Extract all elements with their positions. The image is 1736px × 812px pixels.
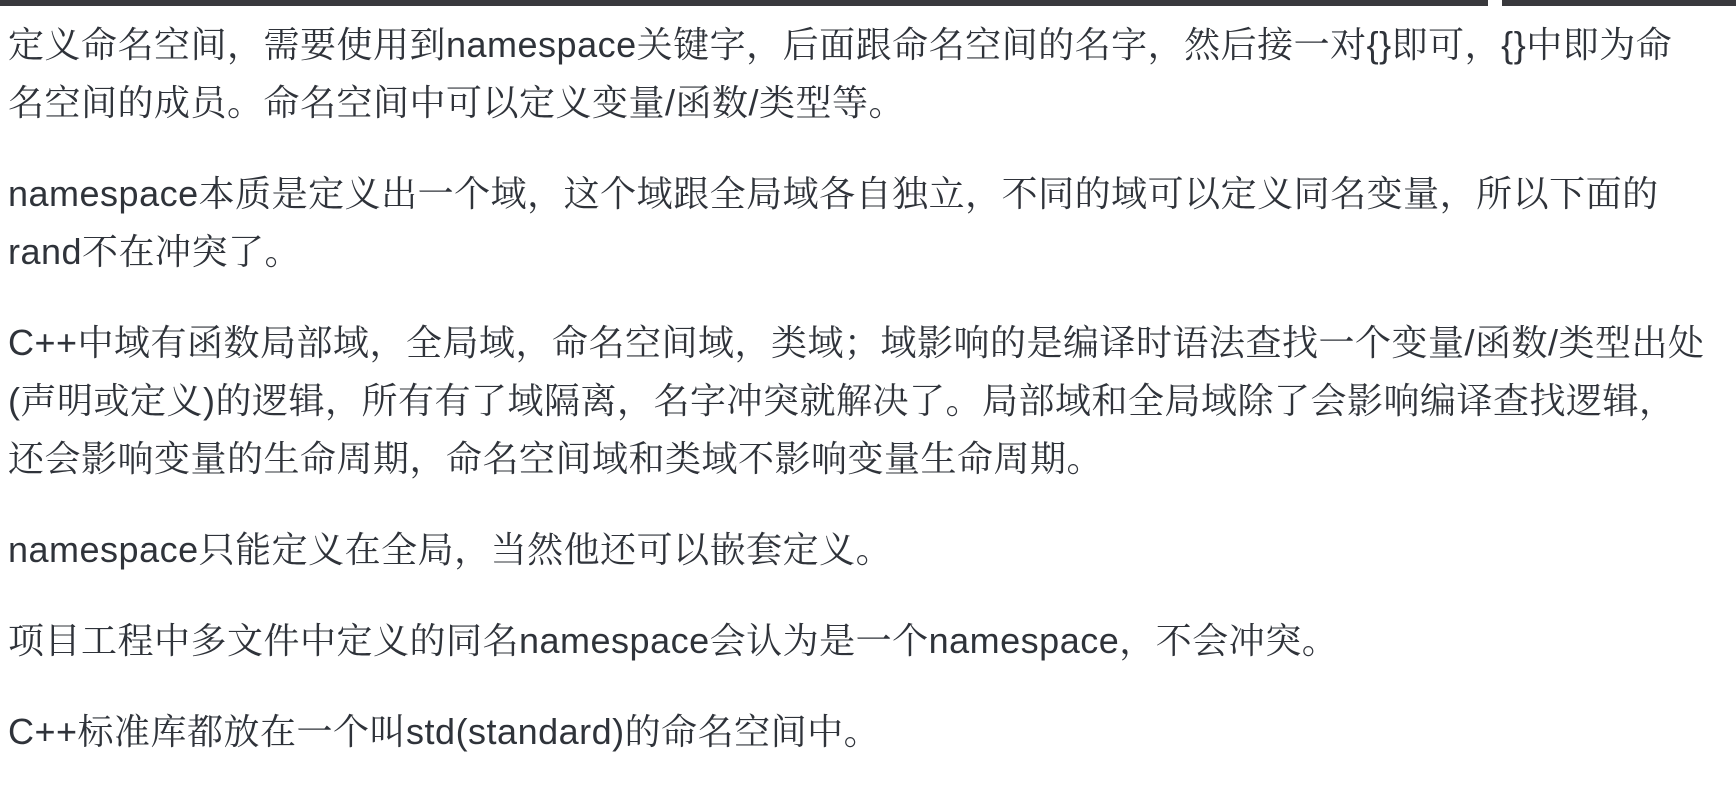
paragraph: 定义命名空间，需要使用到namespace关键字，后面跟命名空间的名字，然后接一对{}即可，{}中即为命名空间的成员。命名空间中可以定义变量/函数/类型等。 — [8, 24, 1673, 123]
paragraph: namespace只能定义在全局，当然他还可以嵌套定义。 — [8, 529, 893, 570]
paragraph: namespace本质是定义出一个域，这个域跟全局域各自独立，不同的域可以定义同名变量，所以下面的rand不在冲突了。 — [8, 173, 1659, 272]
paragraph: C++标准库都放在一个叫std(standard)的命名空间中。 — [8, 711, 881, 752]
document-content — [0, 6, 1736, 794]
paragraph: 项目工程中多文件中定义的同名namespace会认为是一个namespace，不会冲突。 — [8, 620, 1339, 661]
paragraph: C++中域有函数局部域，全局域，命名空间域，类域；域影响的是编译时语法查找一个变量/函数/类型出处(声明或定义)的逻辑，所有有了域隔离，名字冲突就解决了。局部域和全局域除了会影响编译查找逻辑，还会影响变量的生命周期，命名空间域和类域不影响变量生命周期。 — [8, 322, 1705, 479]
